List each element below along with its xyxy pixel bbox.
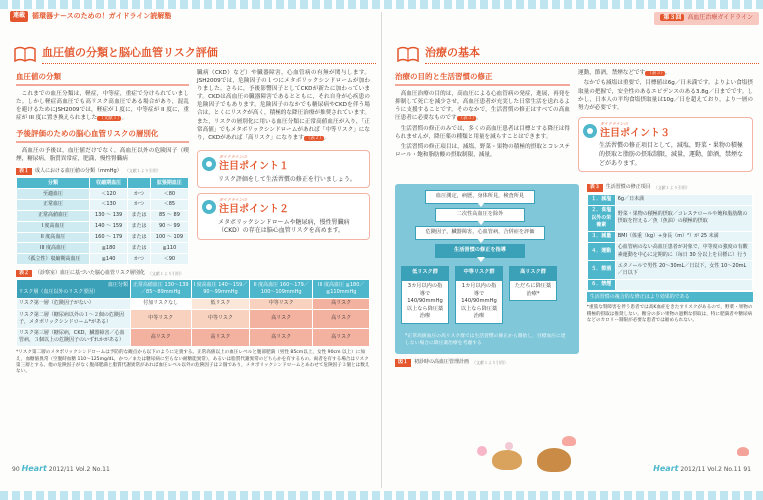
reference-tag: （表３） xyxy=(458,116,475,122)
footer-left xyxy=(12,463,110,475)
table-cell: 正常高値血圧 xyxy=(17,210,90,221)
table-cell: ＜120 xyxy=(90,189,128,200)
table-row xyxy=(17,254,189,265)
hedgehog-illustration xyxy=(537,448,571,472)
section-header-treatment xyxy=(397,45,759,64)
left-page xyxy=(4,10,376,486)
issue-info: 2012/11 Vol.2 No.11 xyxy=(48,466,110,474)
modification-item: ４．運動 xyxy=(587,242,615,261)
table-row xyxy=(17,243,189,254)
table3-caption xyxy=(587,184,753,191)
modification-detail: 6g／日未満 xyxy=(615,194,752,205)
table-header: I 度高血圧 140〜159／90〜99mmHg xyxy=(191,280,249,299)
flower-illustration xyxy=(477,446,487,456)
table-row xyxy=(17,221,189,232)
table-tag: 表３ xyxy=(587,184,603,191)
flow-mid-risk: 中等リスク群 xyxy=(455,266,503,280)
table-cell: ≧180 xyxy=(90,243,128,254)
table-header: 収縮期血圧 xyxy=(90,178,128,189)
table-row xyxy=(587,279,752,290)
table-cell: ＜90 xyxy=(150,254,188,265)
left-column-1 xyxy=(16,69,189,265)
table3-footnote: *重篤な腎障害を伴う患者では高K血症をきたすリスクがあるので，野菜・果物の積極的摂取は推奨しない。糖分の多い果物の過剰な摂取は，特に肥満者や糖尿病などのカロリー制限が必要な患者では勧められない。 xyxy=(586,305,753,324)
subheading-treatment-goals: 治療の目的と生活習慣の修正 xyxy=(395,72,570,86)
risk-level-cell: 高リスク xyxy=(130,328,191,347)
modification-item: ３．減量 xyxy=(587,231,615,242)
subheading-risk-stratification: 予後評価のための脳心血管リスクの層別化 xyxy=(16,129,189,143)
flow-high-risk: 高リスク群 xyxy=(509,266,557,280)
table3-column xyxy=(587,180,753,368)
table-cell: ≧140 xyxy=(90,254,128,265)
reference-tag: （表２） xyxy=(305,135,322,141)
right-column-2 xyxy=(578,69,753,177)
modification-item: ５．節酒 xyxy=(587,261,615,280)
table-header: 正常高値血圧 130〜139／85〜89mmHg xyxy=(130,280,191,299)
table-cell: II 度高血圧 xyxy=(17,232,90,243)
table-row xyxy=(17,310,370,329)
table-cell: かつ xyxy=(128,200,151,211)
table-cell: （孤立性）収縮期高血圧 xyxy=(17,254,90,265)
table-row xyxy=(17,232,189,243)
eye-icon xyxy=(583,124,597,138)
risk-level-cell: 高リスク xyxy=(191,328,249,347)
flow-high-risk-note: ただちに降圧薬治療* xyxy=(509,280,557,301)
page-gutter xyxy=(381,12,382,488)
table-cell: ＜85 xyxy=(150,200,188,211)
hedgehog-illustration xyxy=(492,450,522,470)
flow-step-assessment: 血圧測定，病歴，身体所見，検査所見 xyxy=(425,190,535,204)
figure1-caption xyxy=(395,359,579,366)
flowchart-footnote: *正常高値血圧の高リスク群では生活習慣の修正から開始し，目標血圧に達しない場合に降圧薬治療を考慮する xyxy=(405,334,566,347)
modification-item: ６．禁煙 xyxy=(587,279,615,290)
table-header: III 度高血圧 ≧180／≧110mmHg xyxy=(313,280,370,299)
risk-layer-label: リスク第三層（糖尿病，CKD，臓器障害／心血管病，３個以上の危険因子のいずれかがある） xyxy=(17,328,131,347)
paragraph: 高血圧の予後は，血圧値だけでなく，高血圧以外の危険因子（喫煙，糖尿病，脂質異常症，肥満，慢性腎臓病 xyxy=(16,147,189,162)
table-cell: または xyxy=(128,210,151,221)
section-title: 治療の基本 xyxy=(425,45,759,64)
risk-level-cell: 高リスク xyxy=(249,328,312,347)
table-tag: 表２ xyxy=(16,270,32,277)
flow-step-lifestyle: 生活習慣の修正を指導 xyxy=(435,244,525,258)
top-decorative-stripe xyxy=(0,0,763,9)
section-title: 血圧値の分類と脳心血管リスク評価 xyxy=(42,45,376,64)
flow-low-risk: 低リスク群 xyxy=(401,266,449,280)
point-subtitle: ガイドラインの xyxy=(600,120,628,126)
paragraph: 生活習慣の修正項目は，減塩，野菜・果物の積極的摂取とコレステロール・飽和脂肪酸の摂取制限，減量， xyxy=(395,143,570,158)
figure-caption-text: 初診時の高血圧管理計画 xyxy=(414,359,470,366)
point-box-3 xyxy=(578,117,753,172)
table-row xyxy=(587,231,752,242)
table-cell: ＜80 xyxy=(150,189,188,200)
eye-icon xyxy=(202,200,216,214)
chapter-title: 高血圧治療ガイドライン xyxy=(687,14,753,21)
point-box-2 xyxy=(197,193,370,240)
table-header: II 度高血圧 160〜179／100〜109mmHg xyxy=(249,280,312,299)
table-cell: 85 〜 89 xyxy=(150,210,188,221)
modification-detail: 心血管病のない高血圧患者が対象で，中等度の強度の有酸素運動を中心に定期的に（毎日 30 分以上を目標に）行う xyxy=(615,242,752,261)
reference-tag: （表３） xyxy=(647,70,663,76)
risk-stratification-table xyxy=(16,279,370,347)
table-cell: 正常血圧 xyxy=(17,200,90,211)
series-title: 循環器ナースのための！ガイドライン読解塾 xyxy=(32,12,172,21)
table-caption-text: （診察室）血圧に基づいた脳心血管リスク層別化 xyxy=(35,270,145,277)
right-column-1 xyxy=(395,69,570,177)
table-row xyxy=(587,205,752,231)
table2-footnote: *リスク第二層のメタボリックシンドロームは予防的な観点から以下のように定義する。正常高値以上の血圧レベルと腹部肥満（男性 85cm以上，女性 90cm 以上）に加え，血糖値異常（空腹時血糖 110〜125mg/dL，かつ／または糖尿病に至らない耐糖能異常），あるいは脂質代謝異常のどちらかを有するもの。両者を有する場合はリスク第三層とする。他の危険因子がなく腹部肥満と脂質代謝異常があれば血圧レベル以外の危険因子は２個であり，メタボリックシンドロームとあわせて危険因子３個とは数えない。 xyxy=(16,350,370,375)
paragraph: 生活習慣の修正のみでは，多くの高血圧患者は目標とする降圧は得られませんが，降圧薬の種類と用量を減らすことはできます。 xyxy=(395,125,570,140)
section-header-bp-classification xyxy=(14,45,376,64)
hypertension-management-flowchart xyxy=(395,184,579,354)
risk-level-cell: 高リスク xyxy=(313,310,370,329)
paragraph: これまでの血圧分類は，軽症，中等症，重症で分けられていました。しかし軽症高血圧でも高リスク高血圧である場合があり，混乱を避けるためにJSH2009では，軽症が１度に，中等症が II 度に，重症が III 度に置き換えられました （文献１） 。 xyxy=(16,90,189,122)
table-source: （文献１より引用） xyxy=(653,184,690,190)
page-number: 90 xyxy=(12,466,20,474)
magazine-name: Heart xyxy=(21,464,47,474)
table-source: （文献１より引用） xyxy=(147,270,184,276)
table-header: 拡張期血圧 xyxy=(150,178,188,189)
risk-level-cell: 中等リスク xyxy=(249,298,312,309)
table-caption-text: 成人における血圧値の分類（mmHg） xyxy=(35,167,122,174)
table-cell: または xyxy=(128,232,151,243)
risk-level-cell: 低リスク xyxy=(191,298,249,309)
table-header xyxy=(128,178,151,189)
flow-low-risk-note: 3カ月以内の指導で140/90mmHg以上なら降圧薬治療 xyxy=(401,280,449,324)
table-cell: 160 〜 179 xyxy=(90,232,128,243)
table-cell: 140 〜 159 xyxy=(90,221,128,232)
table-corner: 血圧分類 リスク層（血圧以外のリスク要因） xyxy=(17,280,131,299)
figure-source: （文献１より引用） xyxy=(472,359,509,365)
table-cell: 100 〜 109 xyxy=(150,232,188,243)
flow-arrow xyxy=(477,238,485,243)
risk-level-cell: 中等リスク xyxy=(130,310,191,329)
table-cell: I 度高血圧 xyxy=(17,221,90,232)
modification-detail: BMI（体重（kg）÷身長（m）²）が 25 未満 xyxy=(615,231,752,242)
figure-tag: 図１ xyxy=(395,359,411,366)
modification-item: ２．食塩以外の栄養素 xyxy=(587,205,615,231)
table1-caption xyxy=(16,168,189,175)
bottom-decorative-stripe xyxy=(0,491,763,500)
risk-layer-label: リスク第二層（糖尿病以外の１〜２個の危険因子，メタボリックシンドローム*がある） xyxy=(17,310,131,329)
point-title: 注目ポイント１ xyxy=(219,161,289,173)
eye-icon xyxy=(202,157,216,171)
page-number: 91 xyxy=(743,466,751,474)
risk-level-cell: 高リスク xyxy=(313,298,370,309)
table-caption-text: 生活習慣の修正項目 xyxy=(605,184,651,191)
chapter-number: 第３回 xyxy=(660,14,684,21)
table-row xyxy=(587,242,752,261)
magazine-name: Heart xyxy=(653,464,679,474)
point-title: 注目ポイント２ xyxy=(219,204,289,216)
table-cell: または xyxy=(128,243,151,254)
risk-level-cell: 高リスク xyxy=(249,310,312,329)
point-body: メタボリックシンドロームや糖尿病，慢性腎臓病（CKD）の存在は脳心血管リスクを高めます。 xyxy=(218,218,350,235)
subheading-bp-classification: 血圧値の分類 xyxy=(16,72,189,86)
table-row xyxy=(17,298,370,309)
point-body: リスク評価をして生活習慣の修正を行いましょう。 xyxy=(218,175,356,183)
risk-layer-label: リスク第一層（危険因子がない） xyxy=(17,298,131,309)
flow-mid-risk-note: 1カ月以内の指導で140/90mmHg以上なら降圧薬治療 xyxy=(455,280,503,324)
book-icon xyxy=(14,46,36,62)
point-title: 注目ポイント３ xyxy=(600,127,670,139)
bp-classification-table xyxy=(16,177,189,265)
table-row xyxy=(587,261,752,280)
flow-arrow xyxy=(477,220,485,225)
table-cell: 130 〜 139 xyxy=(90,210,128,221)
table3-combined-note: 生活習慣の複合的な修正はより効果的である xyxy=(587,292,753,302)
table-row xyxy=(17,189,189,200)
point-subtitle: ガイドラインの xyxy=(219,154,247,160)
point-box-1 xyxy=(197,150,370,188)
right-page xyxy=(387,10,759,486)
flow-step-evaluate: 危険因子，臓器障害，心血管病，合併症を評価 xyxy=(415,226,545,240)
flower-illustration xyxy=(505,442,513,450)
left-column-2 xyxy=(197,69,370,265)
modification-detail: エタノールで男性 20〜30mL／日以下，女性 10〜20mL／日以下 xyxy=(615,261,752,280)
table-cell: かつ xyxy=(128,189,151,200)
table-tag: 表１ xyxy=(16,168,32,175)
table2-caption xyxy=(16,270,370,277)
paragraph: なかでも減塩は重要で，目標値は6g／日未満です。よりよい食塩摂取量の把握で，安全性のあるエビデンスのある3.8g／日までです。しかし，日本人の平均食塩摂取量は10g／日を超えており，より一層の努力が必要です。 xyxy=(578,80,753,111)
butterfly-illustration xyxy=(562,436,576,446)
table-row xyxy=(17,210,189,221)
table-cell: III 度高血圧 xyxy=(17,243,90,254)
modification-item: １．減塩 xyxy=(587,194,615,205)
modification-detail xyxy=(615,279,752,290)
footer-right xyxy=(653,463,751,475)
reference-tag: （文献１） xyxy=(99,116,120,122)
risk-level-cell: 高リスク xyxy=(313,328,370,347)
table-cell: または xyxy=(128,221,151,232)
paragraph: 運動，節酒，禁煙などです （表３） 。 xyxy=(578,69,671,76)
flow-step-exclude: 二次性高血圧を除外 xyxy=(435,208,525,222)
flow-arrow xyxy=(477,202,485,207)
table-cell: かつ xyxy=(128,254,151,265)
table-cell: ≧110 xyxy=(150,243,188,254)
table-row xyxy=(587,194,752,205)
table-cell: ＜130 xyxy=(90,200,128,211)
lifestyle-modification-table xyxy=(587,194,753,292)
flowchart-column xyxy=(395,180,579,368)
modification-detail: 野菜・果物の積極的摂取／コレステロールや飽和脂肪酸の摂取を控える／魚（魚油）の積極的摂取 xyxy=(615,205,752,231)
series-header xyxy=(4,10,376,23)
paragraph: 高血圧治療の目的は，高血圧による心血管病の発症，進展，再発を抑制して死亡を減少させ，高血圧患者が充実した日常生活を送れるように支援することです。そのなかで，生活習慣の修正はすべての高血圧患者に必要なものです （表３） 。 xyxy=(395,90,570,122)
book-icon xyxy=(397,46,419,62)
flow-arrow xyxy=(477,257,485,262)
table-row xyxy=(17,328,370,347)
table-source: （文献１より引用） xyxy=(124,168,161,174)
table-cell: 至適血圧 xyxy=(17,189,90,200)
series-tag: 連載 xyxy=(10,11,28,22)
table-cell: 90 〜 99 xyxy=(150,221,188,232)
table-row xyxy=(17,200,189,211)
issue-info: 2012/11 Vol.2 No.11 xyxy=(680,466,742,474)
risk-level-cell: 付加リスクなし xyxy=(130,298,191,309)
butterfly-illustration xyxy=(737,447,749,456)
point-subtitle: ガイドラインの xyxy=(219,197,247,203)
table-header: 分類 xyxy=(17,178,90,189)
risk-level-cell: 中等リスク xyxy=(191,310,249,329)
paragraph: 臓病（CKD）など）や臓器障害，心血管病の有無が関与します。JSH2009では，危険因子の１つにメタボリックシンドロームが加わりました。さらに，予後影響因子としてCKDが新たに加わっています。CKDは高血圧の臓器障害であるとともに，それ自身が心疾患の危険因子でもあります。危険因子のなかでも糖尿病やCKDを伴う場合は，とくにリスクが高く，積極的な降圧治療が推奨されています。また，リスクの層別化に用いる血圧分類に正常高値血圧が入り，「正常高値」でもメタボリックシンドロームがあれば「中等リスク」になり，CKDがあれば「高リスク」になります （表２） 。 xyxy=(197,69,370,141)
chapter-tag xyxy=(654,12,759,25)
point-body: 生活習慣の修正項目として，減塩，野菜・果物の積極的摂取と脂肪の摂取制限，減量，運動，節酒，禁煙などがあります。 xyxy=(599,142,744,167)
